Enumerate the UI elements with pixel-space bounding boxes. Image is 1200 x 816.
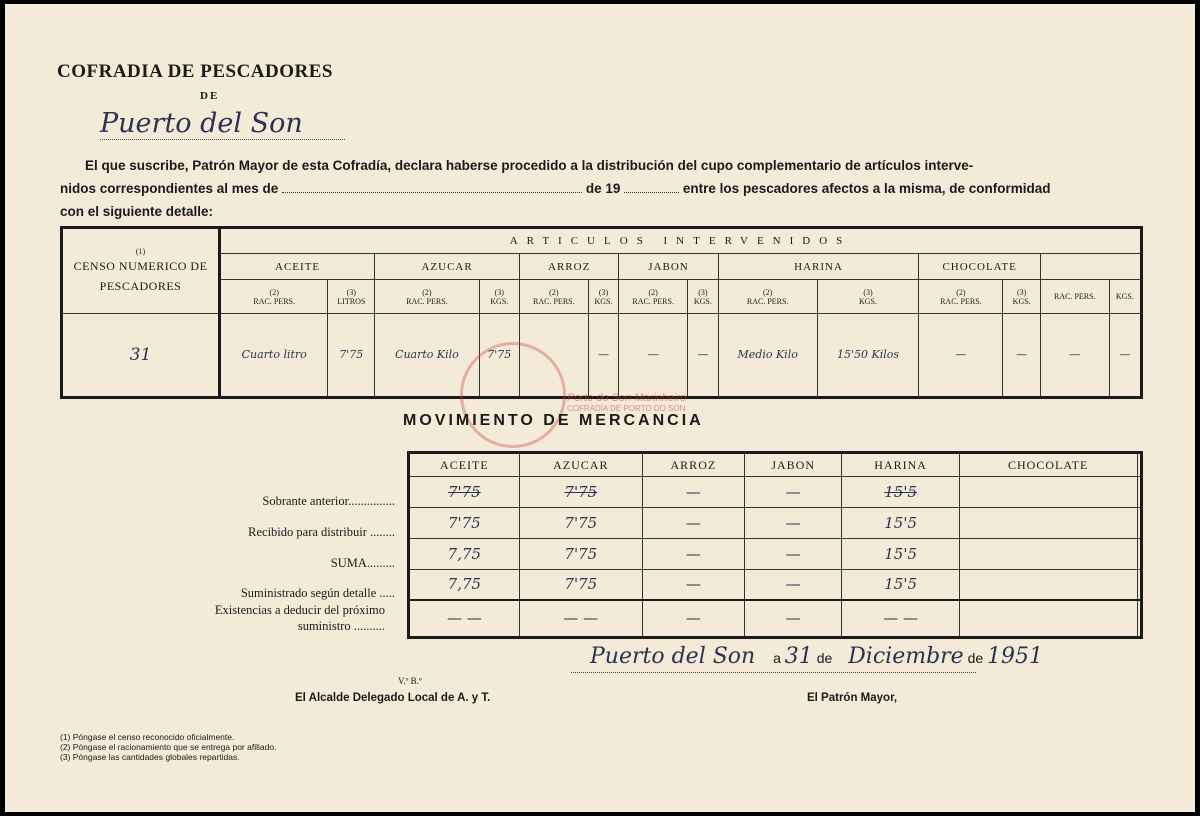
subheader: KGS. xyxy=(1109,280,1141,314)
footnote-2: (2) Póngase el racionamiento que se entrega por afiliado. xyxy=(60,742,277,752)
table-row xyxy=(409,539,1142,570)
value-cell: — xyxy=(919,314,1003,398)
value-cell: 7'75 xyxy=(479,314,519,398)
value-cell: — xyxy=(1040,314,1109,398)
mov-col-aceite: ACEITE xyxy=(409,453,520,477)
mov-cell: 7'75 xyxy=(519,570,642,600)
mov-cell: — — xyxy=(519,600,642,638)
articles-title: ARTICULOS INTERVENIDOS xyxy=(220,228,1142,254)
mov-cell: — xyxy=(642,477,744,508)
subheader: (2) RAC. PERS. xyxy=(519,280,588,314)
mov-cell xyxy=(959,477,1137,508)
census-label: CENSO NUMERICO DE PESCADORES xyxy=(73,258,208,293)
signature-day: 31 xyxy=(784,644,813,669)
census-value: 31 xyxy=(62,314,220,398)
signature-a: a xyxy=(773,650,781,666)
handwritten-place: Puerto del Son xyxy=(100,108,303,139)
mov-cell: 15'5 xyxy=(842,539,959,570)
subheader: (2) RAC. PERS. xyxy=(619,280,688,314)
mov-col-chocolate: CHOCOLATE xyxy=(959,453,1137,477)
mov-cell: — xyxy=(642,600,744,638)
signature-place: Puerto del Son xyxy=(590,644,756,669)
table-row xyxy=(409,508,1142,539)
mov-cell: — xyxy=(744,477,842,508)
mov-cell: — xyxy=(642,508,744,539)
mov-col-azucar: AZUCAR xyxy=(519,453,642,477)
census-header xyxy=(62,228,220,314)
mov-cell: 7'75 xyxy=(519,508,642,539)
mov-cell: 15'5 xyxy=(842,570,959,600)
document-sheet xyxy=(5,4,1195,812)
mov-col-jabon: JABON xyxy=(744,453,842,477)
title-de: DE xyxy=(200,90,220,102)
mov-cell: — xyxy=(744,539,842,570)
mov-cell: 7,75 xyxy=(409,570,520,600)
value-cell: 7'75 xyxy=(328,314,375,398)
articles-table xyxy=(60,226,1143,399)
declaration-line3: con el siguiente detalle: xyxy=(60,204,214,219)
signature-date-line xyxy=(590,644,1043,669)
stamp-text-line2: COFRADÍA DE PORTO DO SON xyxy=(567,404,686,413)
month-blank xyxy=(282,192,582,193)
subheader: (2) RAC. PERS. xyxy=(919,280,1003,314)
alcalde-label: El Alcalde Delegado Local de A. y T. xyxy=(295,692,491,704)
value-cell: 15'50 Kilos xyxy=(817,314,919,398)
declaration-line2 xyxy=(60,177,1051,200)
product-arroz: ARROZ xyxy=(519,254,618,280)
declaration-line2a: nidos correspondientes al mes de xyxy=(60,181,279,196)
mov-cell: — — xyxy=(409,600,520,638)
mov-cell xyxy=(959,600,1137,638)
movement-title: MOVIMIENTO DE MERCANCIA xyxy=(403,412,704,429)
subheader: (2) RAC. PERS. xyxy=(220,280,328,314)
table-row xyxy=(409,600,1142,638)
year-blank xyxy=(624,192,679,193)
movement-table xyxy=(407,451,1143,639)
mov-cell xyxy=(959,539,1137,570)
product-chocolate: CHOCOLATE xyxy=(919,254,1041,280)
subheader: (3) LITROS xyxy=(328,280,375,314)
value-cell: Cuarto litro xyxy=(220,314,328,398)
value-cell: — xyxy=(588,314,619,398)
declaration-line1: El que suscribe, Patrón Mayor de esta Cofradía, declara haberse procedido a la distribución del cupo complementario de artículos interve- xyxy=(85,158,974,173)
product-blank xyxy=(1040,254,1141,280)
cofradia-stamp xyxy=(460,342,566,448)
subheader: RAC. PERS. xyxy=(1040,280,1109,314)
mov-cell xyxy=(959,570,1137,600)
mov-cell xyxy=(1137,508,1141,539)
document-title: COFRADIA DE PESCADORES xyxy=(57,61,333,82)
mov-cell xyxy=(1137,570,1141,600)
signature-underline xyxy=(571,672,976,673)
subheader: (3) KGS. xyxy=(479,280,519,314)
mov-cell xyxy=(1137,600,1141,638)
footnote-1: (1) Póngase el censo reconocido oficialmente. xyxy=(60,732,235,742)
mov-col-harina: HARINA xyxy=(842,453,959,477)
mov-cell: 7,75 xyxy=(409,539,520,570)
row-label-suministrado: Suministrado según detalle ..... xyxy=(240,586,395,600)
declaration-line2b: de 19 xyxy=(585,181,621,196)
value-cell: — xyxy=(619,314,688,398)
subheader: (3) KGS. xyxy=(688,280,719,314)
row-label-suma: SUMA......... xyxy=(330,556,395,570)
census-note: (1) xyxy=(135,246,146,256)
table-row xyxy=(409,570,1142,600)
signature-year: 1951 xyxy=(987,644,1044,669)
value-cell: Cuarto Kilo xyxy=(375,314,479,398)
subheader: (2) RAC. PERS. xyxy=(375,280,479,314)
mov-cell: 7'75 xyxy=(409,508,520,539)
mov-cell: — xyxy=(642,539,744,570)
table-row xyxy=(409,477,1142,508)
row-label-sobrante: Sobrante anterior............... xyxy=(262,494,395,508)
product-jabon: JABON xyxy=(619,254,718,280)
mov-cell: — xyxy=(744,570,842,600)
mov-cell xyxy=(1137,477,1141,508)
signature-month: Diciembre xyxy=(848,644,964,669)
value-cell: — xyxy=(688,314,719,398)
subheader: (3) KGS. xyxy=(817,280,919,314)
footnote-3: (3) Póngase las cantidades globales repartidas. xyxy=(60,752,240,762)
subheader: (3) KGS. xyxy=(588,280,619,314)
signature-de2: de xyxy=(967,650,984,666)
mov-cell: 7'75 xyxy=(409,477,520,508)
subheader: (2) RAC. PERS. xyxy=(718,280,817,314)
mov-cell: — xyxy=(642,570,744,600)
mov-cell: — — xyxy=(842,600,959,638)
patron-label: El Patrón Mayor, xyxy=(807,692,898,704)
mov-cell xyxy=(959,508,1137,539)
stamp-text xyxy=(567,392,686,413)
mov-col-blank xyxy=(1137,453,1141,477)
place-underline xyxy=(100,139,345,140)
product-harina: HARINA xyxy=(718,254,919,280)
value-cell: Medio Kilo xyxy=(718,314,817,398)
visto-bueno: V.º B.º xyxy=(398,676,422,686)
mov-cell: 15'5 xyxy=(842,477,959,508)
mov-cell: 7'75 xyxy=(519,539,642,570)
footnotes xyxy=(60,732,276,762)
mov-cell xyxy=(1137,539,1141,570)
mov-cell: — xyxy=(744,508,842,539)
subheader: (3) KGS. xyxy=(1003,280,1041,314)
signature-de1: de xyxy=(816,650,833,666)
declaration-line2c: entre los pescadores afectos a la misma, de conformidad xyxy=(682,181,1051,196)
product-aceite: ACEITE xyxy=(220,254,375,280)
value-cell: — xyxy=(1003,314,1041,398)
mov-cell: 7'75 xyxy=(519,477,642,508)
stamp-text-line1: Porto do Son Marinheiro xyxy=(567,392,687,404)
row-label-existencias: Existencias a deducir del próximo suministro .......... xyxy=(214,603,385,633)
mov-col-arroz: ARROZ xyxy=(642,453,744,477)
value-cell: — xyxy=(1109,314,1141,398)
row-label-recibido: Recibido para distribuir ........ xyxy=(248,525,395,539)
mov-cell: 15'5 xyxy=(842,508,959,539)
mov-cell: — xyxy=(744,600,842,638)
product-azucar: AZUCAR xyxy=(375,254,520,280)
